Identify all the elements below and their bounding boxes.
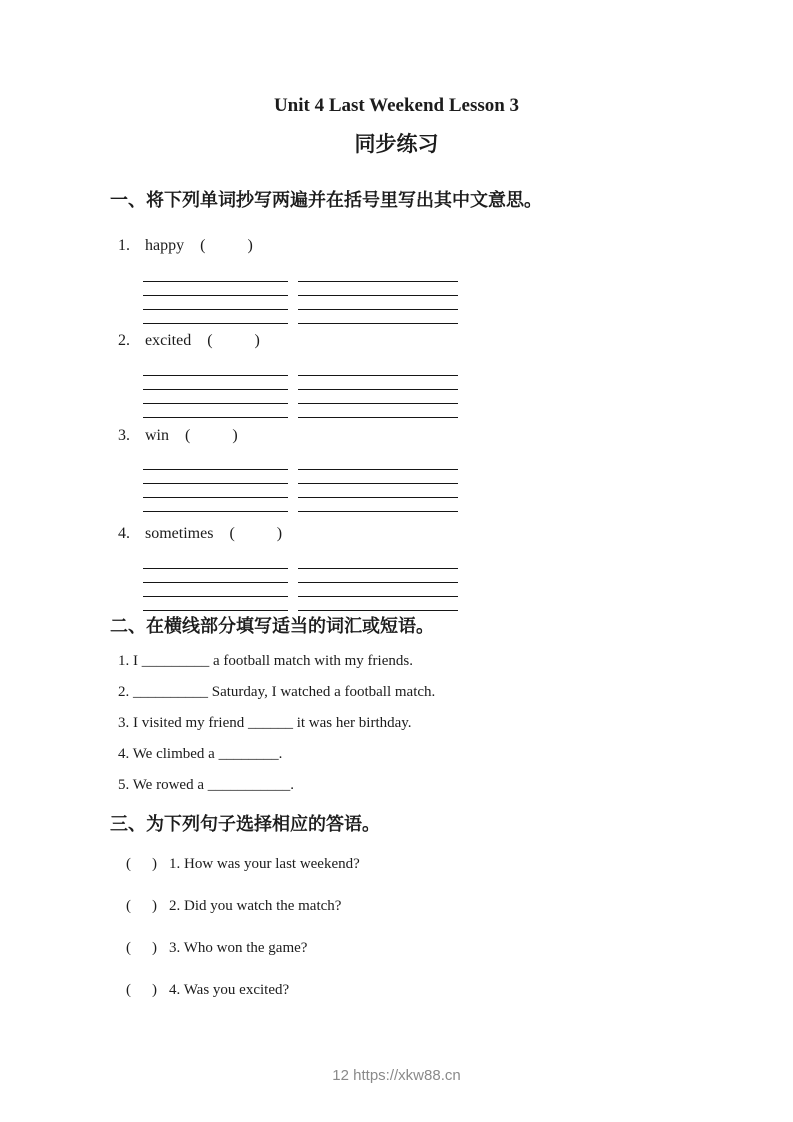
copy-lines-right-column [298, 268, 458, 324]
item-word: happy [145, 237, 185, 254]
word-item-win [118, 426, 238, 446]
paren-close: ) [152, 856, 157, 872]
item-number: 4. [118, 525, 130, 542]
writing-line [143, 456, 288, 470]
writing-line [143, 404, 288, 418]
writing-line [298, 310, 458, 324]
copy-lines-left-column [143, 268, 288, 324]
question-text: 1. How was your last weekend? [169, 856, 360, 872]
page-subtitle: 同步练习 [354, 133, 439, 156]
paren-close: ) [247, 237, 253, 254]
paren-open: ( [207, 332, 213, 349]
writing-line [143, 282, 288, 296]
writing-line [298, 583, 458, 597]
question-row [126, 940, 360, 956]
copy-lines-right-column [298, 555, 458, 611]
writing-line [298, 296, 458, 310]
writing-line [298, 470, 458, 484]
writing-line [143, 470, 288, 484]
writing-line [298, 268, 458, 282]
word-item-excited [118, 331, 260, 351]
paren-open: ( [200, 237, 206, 254]
sentence: 2. __________ Saturday, I watched a football match. [118, 684, 436, 700]
paren-close: ) [232, 427, 238, 444]
paren-close: ) [152, 898, 157, 914]
writing-line [143, 376, 288, 390]
item-number: 2. [118, 332, 130, 349]
question-row [126, 982, 360, 998]
copy-lines-win [143, 456, 458, 512]
paren-open: ( [126, 898, 131, 914]
copy-lines-left-column [143, 362, 288, 418]
section1-heading: 一、将下列单词抄写两遍并在括号里写出其中文意思。 [110, 190, 542, 210]
writing-line [298, 404, 458, 418]
paren-close: ) [254, 332, 260, 349]
writing-line [143, 484, 288, 498]
writing-line [298, 597, 458, 611]
question-text: 3. Who won the game? [169, 940, 308, 956]
section3-heading: 三、为下列句子选择相应的答语。 [110, 814, 380, 834]
word-item-sometimes [118, 524, 282, 544]
writing-line [143, 362, 288, 376]
copy-lines-right-column [298, 456, 458, 512]
writing-line [143, 268, 288, 282]
writing-line [298, 484, 458, 498]
copy-lines-happy [143, 268, 458, 324]
writing-line [298, 555, 458, 569]
paren-open: ( [229, 525, 235, 542]
paren-open: ( [126, 940, 131, 956]
writing-line [143, 555, 288, 569]
copy-lines-right-column [298, 362, 458, 418]
sentence: 5. We rowed a ___________. [118, 777, 294, 793]
writing-line [298, 390, 458, 404]
writing-line [298, 376, 458, 390]
matching-questions [126, 856, 360, 1024]
section2-heading: 二、在横线部分填写适当的词汇或短语。 [110, 616, 434, 636]
writing-line [298, 362, 458, 376]
sentence: 1. I _________ a football match with my friends. [118, 653, 413, 669]
paren-open: ( [126, 856, 131, 872]
page-title: Unit 4 Last Weekend Lesson 3 [273, 95, 520, 116]
paren-close: ) [152, 940, 157, 956]
item-number: 1. [118, 237, 130, 254]
writing-line [143, 498, 288, 512]
item-word: sometimes [145, 525, 214, 542]
copy-lines-excited [143, 362, 458, 418]
writing-line [298, 569, 458, 583]
question-row [126, 856, 360, 872]
item-word: excited [145, 332, 192, 349]
item-word: win [145, 427, 169, 444]
paren-open: ( [185, 427, 191, 444]
question-text: 2. Did you watch the match? [169, 898, 342, 914]
paren-open: ( [126, 982, 131, 998]
copy-lines-left-column [143, 456, 288, 512]
question-text: 4. Was you excited? [169, 982, 290, 998]
question-row [126, 898, 360, 914]
copy-lines-left-column [143, 555, 288, 611]
word-item-happy [118, 236, 253, 256]
writing-line [143, 310, 288, 324]
writing-line [143, 296, 288, 310]
writing-line [298, 498, 458, 512]
item-number: 3. [118, 427, 130, 444]
writing-line [143, 390, 288, 404]
writing-line [298, 456, 458, 470]
sentence: 4. We climbed a ________. [118, 746, 283, 762]
writing-line [143, 569, 288, 583]
fill-in-sentences [118, 653, 435, 808]
paren-close: ) [276, 525, 283, 542]
page-footer: 12 https://xkw88.cn [332, 1067, 461, 1084]
sentence: 3. I visited my friend ______ it was her birthday. [118, 715, 412, 731]
writing-line [298, 282, 458, 296]
writing-line [143, 583, 288, 597]
paren-close: ) [152, 982, 157, 998]
writing-line [143, 597, 288, 611]
copy-lines-sometimes [143, 555, 458, 611]
